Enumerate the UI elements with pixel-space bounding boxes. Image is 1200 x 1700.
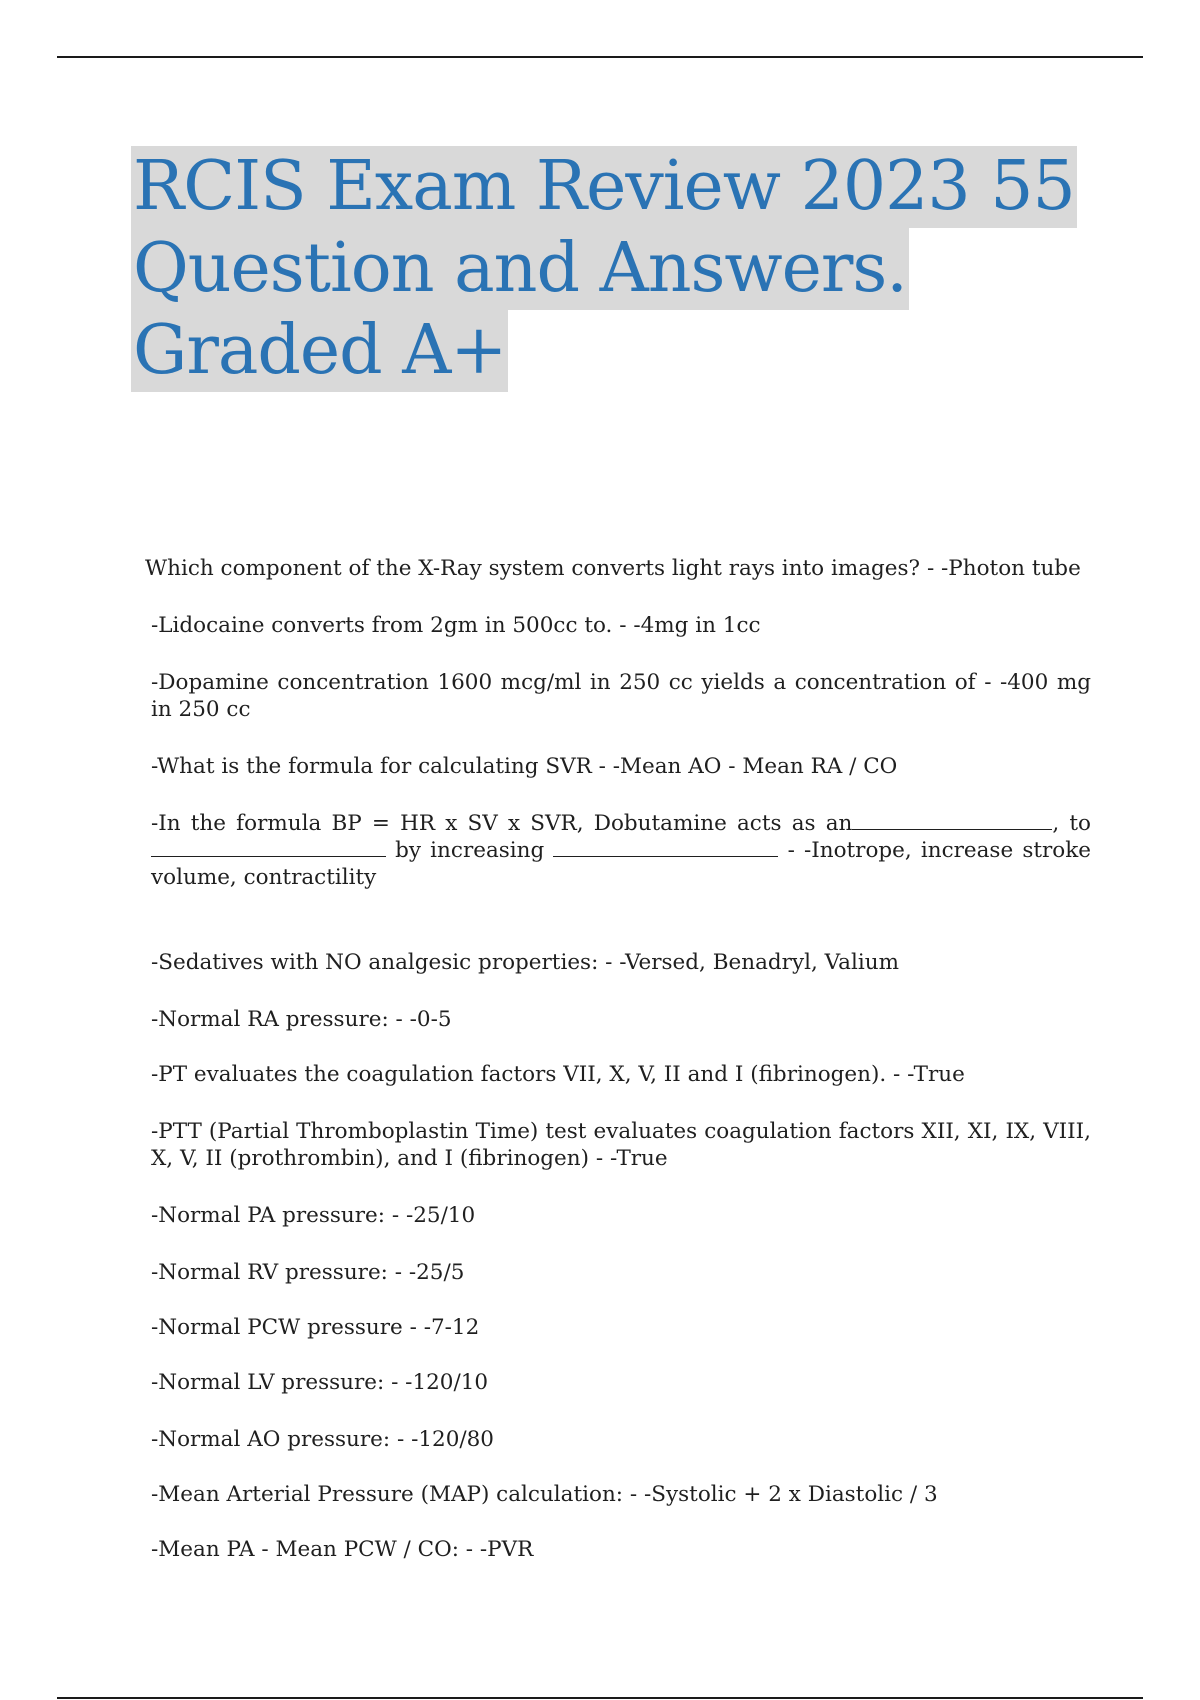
- answer-text: - -True: [893, 1062, 965, 1087]
- qa-item: [145, 1369, 1091, 1396]
- qa-list: [145, 555, 1091, 1563]
- qa-item: [145, 1006, 1091, 1033]
- question-text: -Normal RA pressure:: [151, 1007, 389, 1032]
- answer-text: - -Versed, Benadryl, Valium: [605, 950, 899, 975]
- answer-text: - -400 mg in 250 cc: [151, 670, 1091, 722]
- answer-text: - -Systolic + 2 x Diastolic / 3: [629, 1482, 938, 1507]
- answer-blank: [553, 838, 778, 857]
- answer-text: - -120/10: [391, 1370, 489, 1395]
- answer-text: - -120/80: [396, 1427, 494, 1452]
- answer-text: - -True: [595, 1146, 668, 1171]
- qa-item: [145, 810, 1091, 891]
- answer-blank: [151, 838, 386, 857]
- answer-text: - -25/10: [391, 1203, 476, 1228]
- qa-item: [145, 1118, 1091, 1172]
- qa-item: [145, 555, 1091, 582]
- answer-text: - -25/5: [394, 1260, 465, 1285]
- question-text: -PTT (Partial Thromboplastin Time) test evaluates coagulation factors XII, XI, IX, VIII, X, V, II (prothrombin), and I (fibrinogen): [151, 1119, 1091, 1171]
- title-line: Question and Answers.: [133, 229, 907, 308]
- question-text: -Mean Arterial Pressure (MAP) calculation:: [151, 1482, 624, 1507]
- question-text: -Dopamine concentration 1600 mcg/ml in 250 cc yields a concentration of: [151, 670, 976, 695]
- question-text: -Mean PA - Mean PCW / CO:: [151, 1537, 459, 1562]
- question-text: , to: [1052, 811, 1091, 836]
- qa-item: [145, 1314, 1091, 1341]
- answer-text: - -Photon tube: [926, 556, 1081, 581]
- qa-item: [145, 1481, 1091, 1508]
- question-text: -Normal AO pressure:: [151, 1427, 391, 1452]
- answer-text: - -0-5: [395, 1007, 452, 1032]
- qa-item: [145, 1259, 1091, 1286]
- top-rule: [57, 56, 1143, 58]
- qa-item: [145, 669, 1091, 723]
- qa-item: [145, 612, 1091, 639]
- answer-text: - -Inotrope, increase stroke volume, contractility: [151, 838, 1091, 890]
- question-text: -PT evaluates the coagulation factors VII, X, V, II and I (fibrinogen).: [151, 1062, 887, 1087]
- answer-blank: [852, 811, 1052, 830]
- bottom-rule: [57, 1697, 1143, 1699]
- question-text: by increasing: [395, 838, 545, 863]
- qa-item: [145, 1536, 1091, 1563]
- answer-text: - -Mean AO - Mean RA / CO: [598, 754, 898, 779]
- question-text: -Normal PA pressure:: [151, 1203, 385, 1228]
- qa-item: [145, 753, 1091, 780]
- question-text: -Lidocaine converts from 2gm in 500cc to.: [151, 613, 613, 638]
- answer-text: - -PVR: [465, 1537, 534, 1562]
- qa-item: [145, 1426, 1091, 1453]
- title-line: Graded A+: [133, 311, 507, 390]
- question-text: -What is the formula for calculating SVR: [151, 754, 592, 779]
- qa-item: [145, 1061, 1091, 1088]
- document-title: [131, 146, 1077, 392]
- title-line: RCIS Exam Review 2023 55: [133, 147, 1075, 226]
- qa-item: [145, 949, 1091, 976]
- qa-item: [145, 1202, 1091, 1229]
- question-text: -In the formula BP = HR x SV x SVR, Dobutamine acts as an: [151, 811, 853, 836]
- answer-text: - -4mg in 1cc: [619, 613, 761, 638]
- question-text: Which component of the X-Ray system converts light rays into images?: [145, 556, 921, 581]
- question-text: -Normal LV pressure:: [151, 1370, 385, 1395]
- answer-text: - -7-12: [409, 1315, 480, 1340]
- question-text: -Sedatives with NO analgesic properties:: [151, 950, 599, 975]
- question-text: -Normal RV pressure:: [151, 1260, 388, 1285]
- question-text: -Normal PCW pressure: [151, 1315, 403, 1340]
